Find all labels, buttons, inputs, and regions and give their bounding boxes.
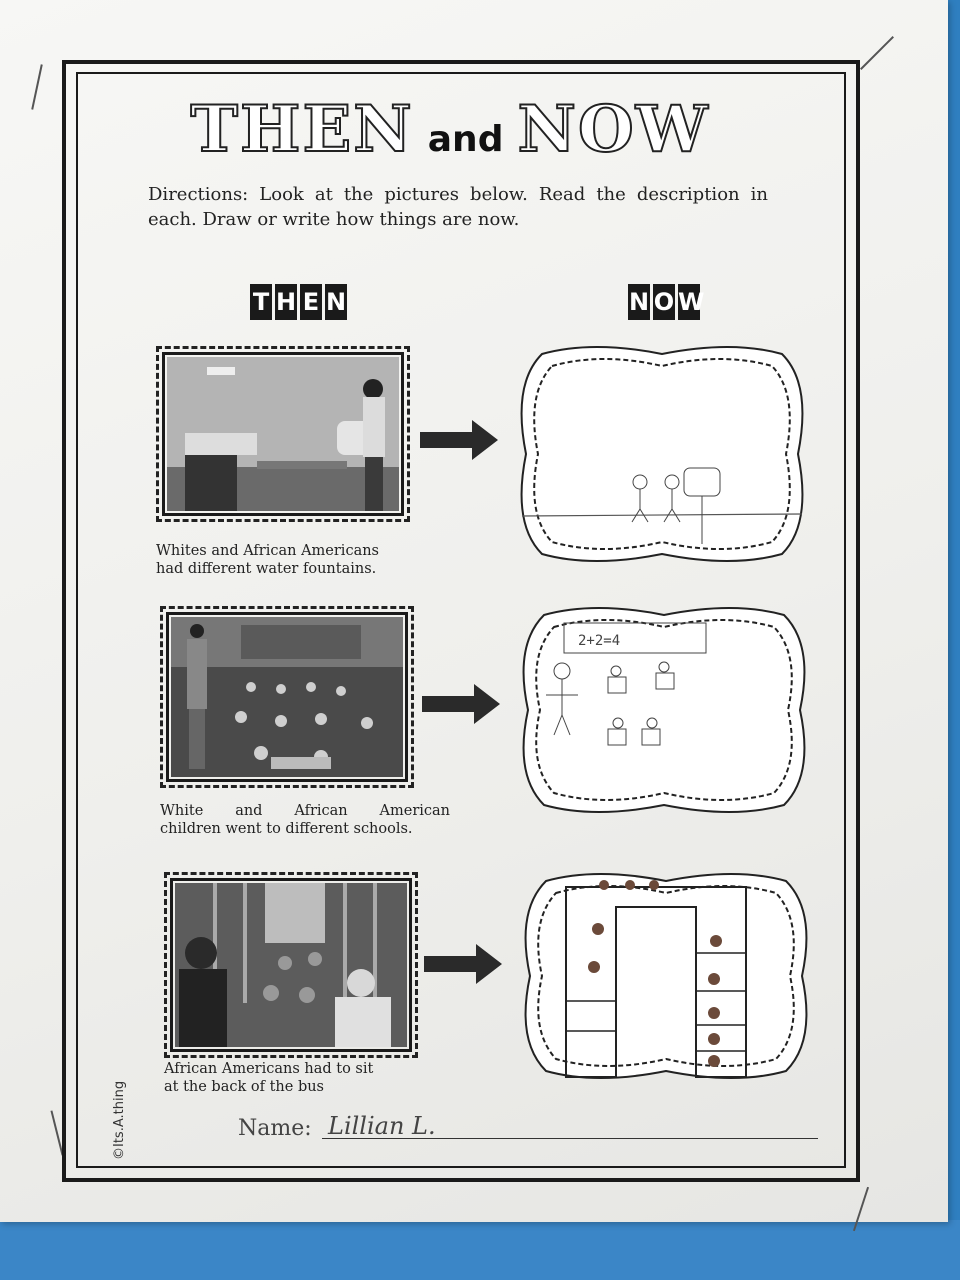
caption-line: White and African American xyxy=(160,803,450,819)
copyright-text: ©Its.A.thing xyxy=(112,1080,127,1160)
then-letter: H xyxy=(275,284,297,320)
photo-bus xyxy=(164,872,418,1058)
now-drawing-box-3 xyxy=(516,866,816,1086)
arrow-right-icon xyxy=(422,684,500,724)
then-letter: T xyxy=(250,284,272,320)
caption-water-fountains xyxy=(156,542,426,578)
arrow-right-icon xyxy=(424,944,502,984)
now-drawing-box-1 xyxy=(512,344,812,564)
now-drawing-box-2 xyxy=(514,600,814,820)
title-then: THEN xyxy=(190,92,414,167)
caption-line: at the back of the bus xyxy=(164,1079,325,1095)
then-column-header xyxy=(250,284,347,324)
arrow-right-icon xyxy=(420,420,498,460)
tape-mark xyxy=(31,64,43,109)
title-and: and xyxy=(427,119,504,160)
photo-classroom xyxy=(160,606,414,788)
caption-line: Whites and African Americans xyxy=(156,543,379,559)
name-label: Name: xyxy=(238,1116,312,1141)
wall-background xyxy=(0,1220,960,1280)
caption-schools xyxy=(160,802,450,838)
tape-mark xyxy=(860,36,894,70)
now-column-header xyxy=(628,284,705,324)
photo-image xyxy=(171,617,403,777)
now-letter: N xyxy=(628,284,650,320)
now-letter: W xyxy=(678,284,700,320)
photo-image xyxy=(175,883,407,1047)
page-title xyxy=(140,92,760,167)
water-fountain-photo xyxy=(167,357,399,511)
classroom-photo xyxy=(171,617,403,777)
title-now: NOW xyxy=(517,92,710,167)
then-letter: E xyxy=(300,284,322,320)
board-text: 2+2=4 xyxy=(578,633,621,649)
name-field[interactable] xyxy=(238,1112,818,1144)
then-letter: N xyxy=(325,284,347,320)
now-letter: O xyxy=(653,284,675,320)
caption-line: African Americans had to sit xyxy=(164,1061,374,1077)
directions-text: Directions: Look at the pictures below. Read the description in each. Draw or write how things are now. xyxy=(148,184,768,230)
caption-bus xyxy=(164,1060,434,1096)
photo-water-fountains xyxy=(156,346,410,522)
caption-line: children went to different schools. xyxy=(160,821,413,837)
caption-line: had different water fountains. xyxy=(156,561,377,577)
photo-image xyxy=(167,357,399,511)
name-value: Lillian L. xyxy=(328,1112,436,1140)
bus-photo xyxy=(175,883,407,1047)
